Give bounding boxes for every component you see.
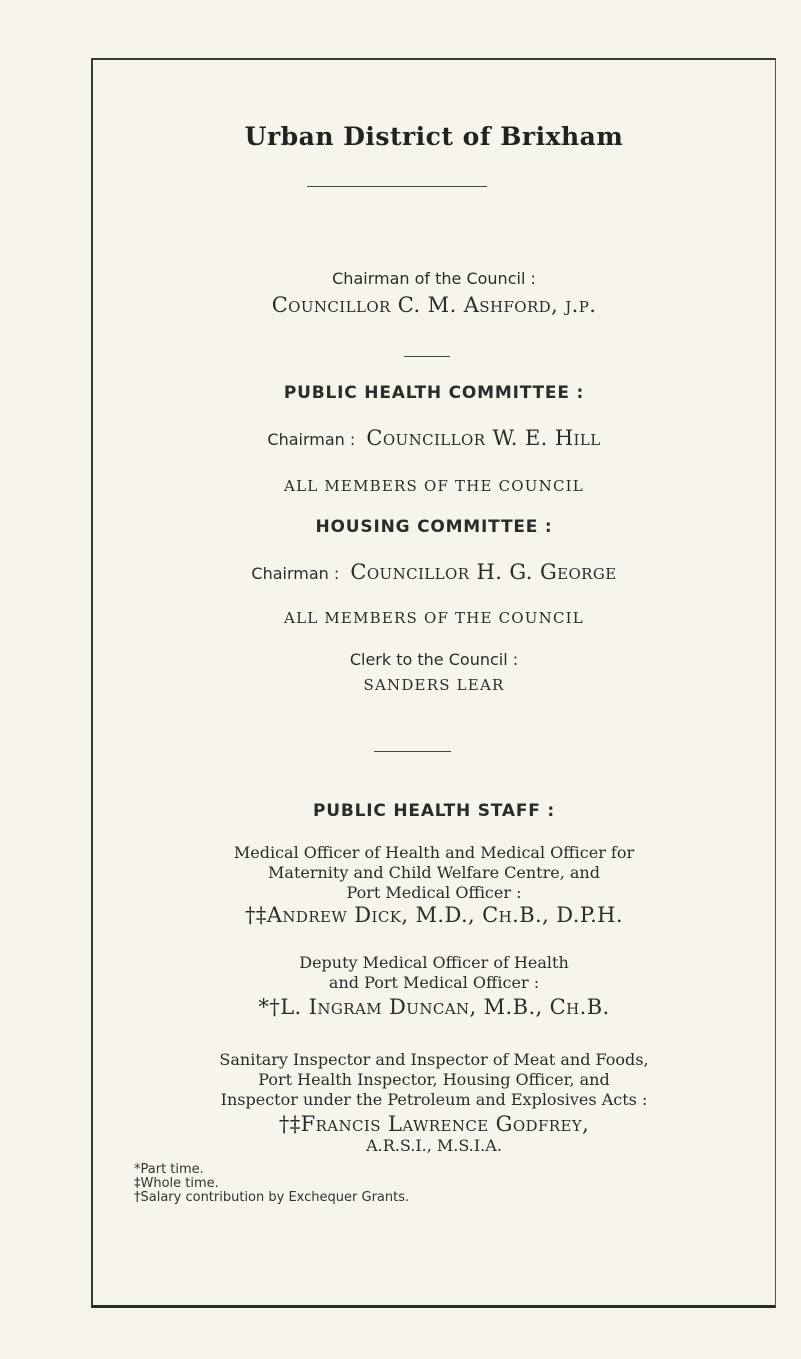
housing-members: ALL MEMBERS OF THE COUNCIL — [284, 609, 584, 627]
housing-committee-heading: HOUSING COMMITTEE : — [315, 517, 553, 537]
sanitary-role-line: Sanitary Inspector and Inspector of Meat and Foods, — [219, 1050, 649, 1069]
public-health-staff-heading: PUBLIC HEALTH STAFF : — [313, 801, 555, 821]
phc-chairman-name: Councillor W. E. Hill — [366, 426, 601, 450]
footnote: ‡Whole time. — [134, 1176, 219, 1191]
footnote: †Salary contribution by Exchequer Grants. — [134, 1190, 410, 1205]
council-chairman-name: Councillor C. M. Ashford, j.p. — [271, 293, 597, 317]
deputy-name: *†L. Ingram Duncan, M.B., Ch.B. — [258, 995, 610, 1019]
page-title: Urban District of Brixham — [244, 122, 624, 151]
divider — [374, 751, 451, 752]
page-border — [91, 58, 776, 1308]
sanitary-role-line: Port Health Inspector, Housing Officer, and — [258, 1070, 610, 1089]
divider — [307, 186, 487, 187]
sanitary-qualifications: A.R.S.I., M.S.I.A. — [366, 1136, 502, 1155]
deputy-role-line: Deputy Medical Officer of Health — [299, 953, 569, 972]
deputy-role-line: and Port Medical Officer : — [328, 973, 540, 992]
phc-members: ALL MEMBERS OF THE COUNCIL — [284, 477, 584, 495]
sanitary-role-line: Inspector under the Petroleum and Explosives Acts : — [220, 1090, 648, 1109]
public-health-committee-heading: PUBLIC HEALTH COMMITTEE : — [283, 383, 585, 403]
council-chairman-label: Chairman of the Council : — [332, 269, 536, 288]
housing-chairman-name: Councillor H. G. George — [350, 560, 617, 584]
divider — [404, 356, 450, 357]
moh-name: †‡Andrew Dick, M.D., Ch.B., D.P.H. — [245, 903, 623, 927]
housing-chairman-line — [93, 560, 775, 584]
clerk-name: SANDERS LEAR — [363, 676, 505, 694]
moh-role-line: Maternity and Child Welfare Centre, and — [268, 863, 600, 882]
moh-role-line: Medical Officer of Health and Medical Officer for — [233, 843, 635, 862]
footnote: *Part time. — [134, 1162, 204, 1177]
phc-chairman-label: Chairman : — [267, 430, 356, 449]
moh-role-line: Port Medical Officer : — [346, 883, 522, 902]
clerk-label: Clerk to the Council : — [349, 650, 519, 669]
phc-chairman-line — [93, 426, 775, 450]
sanitary-name: †‡Francis Lawrence Godfrey, — [278, 1112, 590, 1136]
housing-chairman-label: Chairman : — [251, 564, 340, 583]
footnotes — [134, 1163, 409, 1205]
